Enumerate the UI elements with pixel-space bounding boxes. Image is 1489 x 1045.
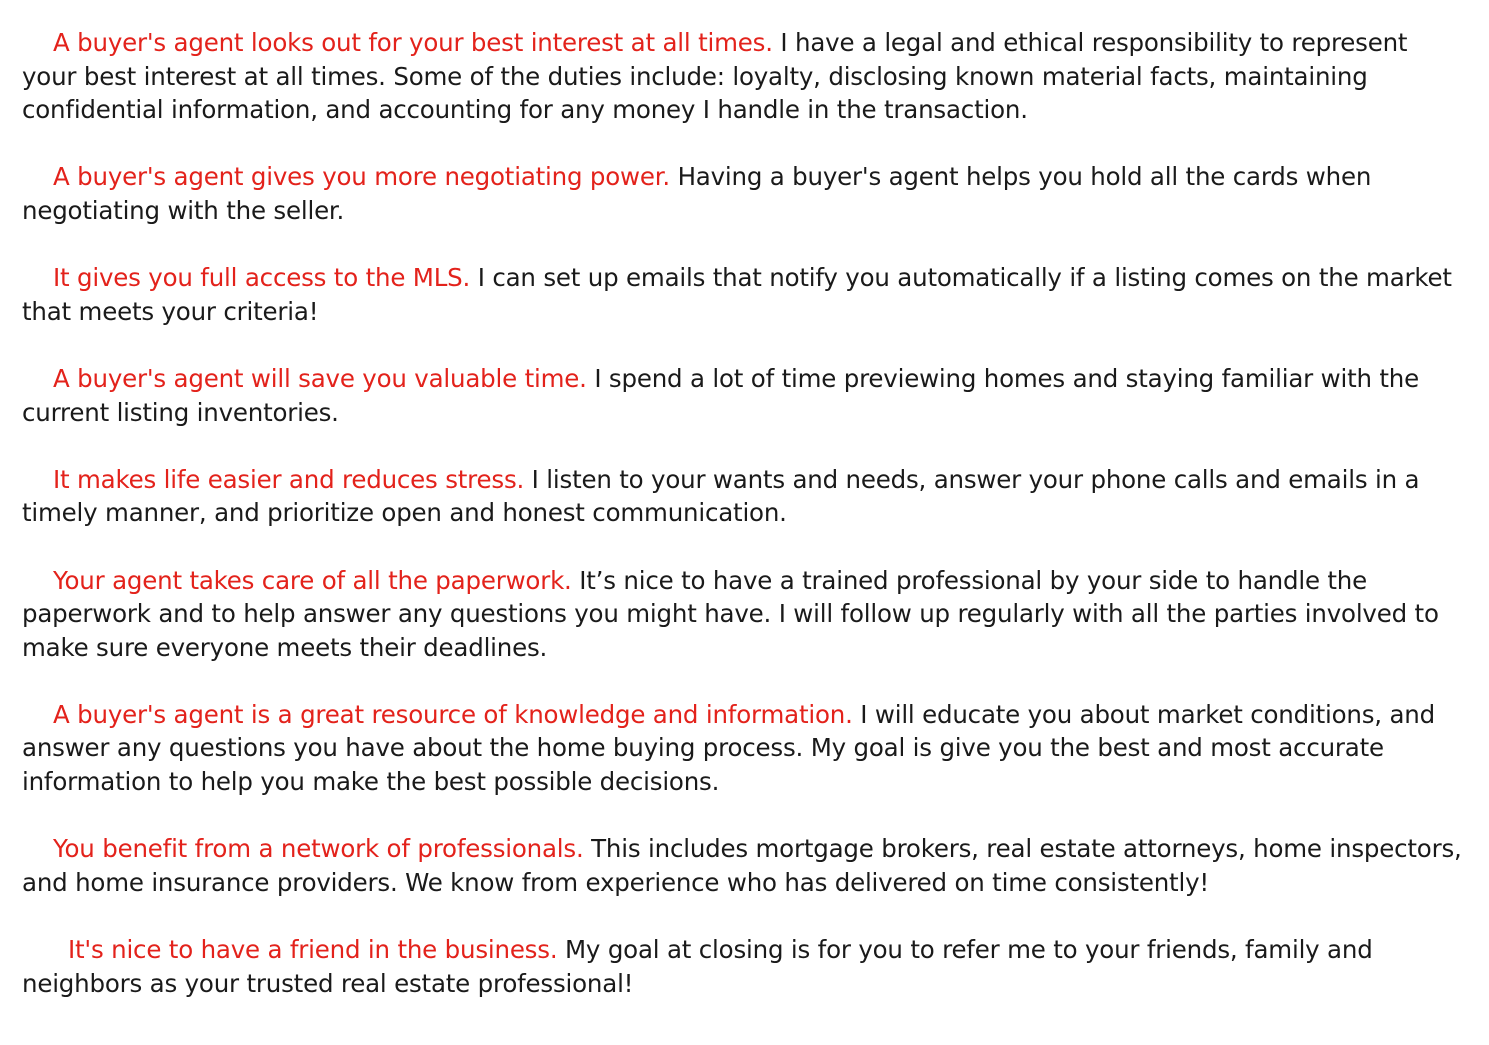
paragraph-body: My goal at closing is for you to refer me to your friends, family and neighbors as your trusted real estate professional! (22, 935, 1373, 998)
document-page (22, 26, 1462, 1034)
paragraph-lead: It gives you full access to the MLS. (53, 263, 471, 293)
paragraph-body: It’s nice to have a trained professional by your side to handle the paperwork and to help answer any questions you might have. I will follow up regularly with all the parties involved to make sure everyone meets their deadlines. (22, 565, 1439, 662)
paragraph-professional-network (22, 832, 1462, 899)
paragraph-body: I listen to your wants and needs, answer your phone calls and emails in a timely manner, and prioritize open and honest communication. (22, 464, 1420, 528)
paragraph-body: I can set up emails that notify you automatically if a listing comes on the market that meets your criteria! (22, 263, 1452, 326)
paragraph-lead: It's nice to have a friend in the business. (68, 935, 558, 965)
paragraph-lead: Your agent takes care of all the paperwork. (53, 565, 572, 595)
paragraph-lead: A buyer's agent will save you valuable time. (53, 363, 587, 393)
paragraph-save-time (22, 362, 1462, 429)
paragraph-lead: It makes life easier and reduces stress. (53, 464, 525, 494)
paragraph-friend-in-business (22, 933, 1462, 1000)
paragraph-body: This includes mortgage brokers, real estate attorneys, home inspectors, and home insurance providers. We know from experience who has delivered on time consistently! (22, 834, 1462, 897)
paragraph-paperwork (22, 564, 1462, 665)
paragraph-best-interest (22, 26, 1462, 127)
paragraph-body: I have a legal and ethical responsibility to represent your best interest at all times. Some of the duties include: loyalty, disclosing known material facts, maintaining confidential information, and accounting for any money I handle in the transaction. (22, 28, 1408, 125)
paragraph-body: I will educate you about market conditions, and answer any questions you have about the home buying process. My goal is give you the best and most accurate information to help you make the best possible decisions. (22, 699, 1435, 797)
paragraph-lead: A buyer's agent looks out for your best interest at all times. (53, 28, 773, 57)
paragraph-knowledge-resource (22, 698, 1462, 799)
paragraph-lead: A buyer's agent is a great resource of knowledge and information. (53, 699, 853, 729)
paragraph-negotiating-power (22, 160, 1462, 227)
paragraph-mls-access (22, 261, 1462, 328)
paragraph-reduces-stress (22, 463, 1462, 530)
paragraph-body: I spend a lot of time previewing homes and staying familiar with the current listing inventories. (22, 363, 1419, 427)
paragraph-lead: A buyer's agent gives you more negotiating power. (53, 162, 670, 192)
paragraph-body: Having a buyer's agent helps you hold all the cards when negotiating with the seller. (22, 162, 1372, 225)
paragraph-lead: You benefit from a network of professionals. (53, 834, 584, 864)
